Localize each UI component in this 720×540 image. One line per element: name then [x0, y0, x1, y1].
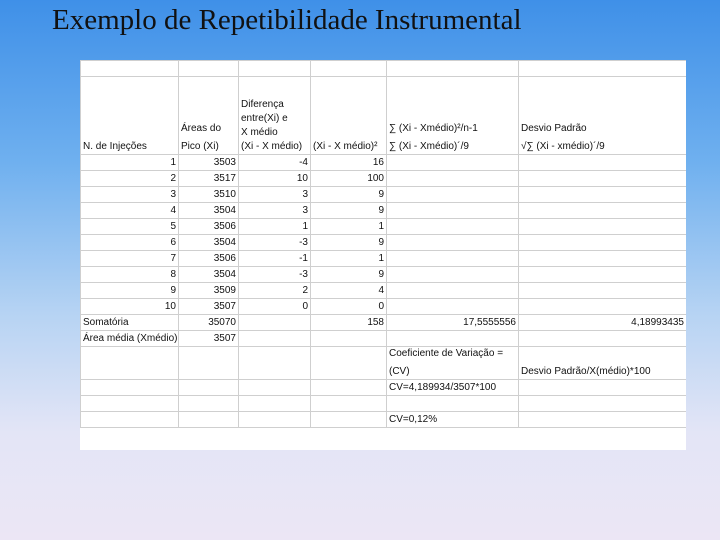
peak-area: 3510: [179, 187, 239, 203]
cv-result: CV=0,12%: [387, 412, 519, 428]
peak-area: 3517: [179, 171, 239, 187]
peak-area: 3507: [179, 299, 239, 315]
sum-row: [81, 315, 687, 331]
difference: -4: [239, 155, 311, 171]
difference: 3: [239, 203, 311, 219]
table-row: [81, 61, 687, 77]
mean-area: 3507: [179, 331, 239, 347]
sum-squared: 158: [311, 315, 387, 331]
table-row: [81, 396, 687, 412]
header-difference: Diferença entre(Xi) e X médio (Xi - X médio): [239, 77, 311, 155]
injection-number: 5: [81, 219, 179, 235]
injection-number: 2: [81, 171, 179, 187]
header-squared: (Xi - X médio)²: [311, 77, 387, 155]
injection-number: 6: [81, 235, 179, 251]
peak-area: 3506: [179, 219, 239, 235]
table-row: [81, 171, 687, 187]
peak-area: 3506: [179, 251, 239, 267]
peak-area: 3504: [179, 267, 239, 283]
squared-difference: 16: [311, 155, 387, 171]
spreadsheet: [80, 60, 686, 450]
injection-number: 8: [81, 267, 179, 283]
coefficient-row: [81, 347, 687, 380]
variance-value: 17,5555556: [387, 315, 519, 331]
squared-difference: 1: [311, 251, 387, 267]
peak-area: 3504: [179, 235, 239, 251]
sum-label: Somatória: [81, 315, 179, 331]
injection-number: 10: [81, 299, 179, 315]
difference: -3: [239, 235, 311, 251]
sum-area: 35070: [179, 315, 239, 331]
table-header-row: [81, 77, 687, 155]
mean-label: Área média (Xmédio): [81, 331, 179, 347]
injection-number: 4: [81, 203, 179, 219]
data-table: [80, 60, 686, 428]
injection-number: 7: [81, 251, 179, 267]
difference: 2: [239, 283, 311, 299]
difference: -1: [239, 251, 311, 267]
cv-result-row: [81, 412, 687, 428]
squared-difference: 9: [311, 203, 387, 219]
table-row: [81, 267, 687, 283]
injection-number: 3: [81, 187, 179, 203]
peak-area: 3503: [179, 155, 239, 171]
difference: 10: [239, 171, 311, 187]
difference: 0: [239, 299, 311, 315]
table-row: [81, 235, 687, 251]
header-injections: N. de Injeções: [81, 77, 179, 155]
injection-number: 9: [81, 283, 179, 299]
squared-difference: 0: [311, 299, 387, 315]
squared-difference: 100: [311, 171, 387, 187]
cv-calculation: CV=4,189934/3507*100: [387, 380, 519, 396]
squared-difference: 9: [311, 187, 387, 203]
table-row: [81, 283, 687, 299]
squared-difference: 1: [311, 219, 387, 235]
slide-title: Exemplo de Repetibilidade Instrumental: [52, 4, 522, 36]
squared-difference: 9: [311, 267, 387, 283]
coefficient-formula: Desvio Padrão/X(médio)*100: [519, 347, 687, 380]
table-row: [81, 251, 687, 267]
header-variance: ∑ (Xi - Xmédio)²/n-1 ∑ (Xi - Xmédio)´/9: [387, 77, 519, 155]
header-areas: Áreas do Pico (Xi): [179, 77, 239, 155]
squared-difference: 4: [311, 283, 387, 299]
table-row: [81, 203, 687, 219]
cv-calc-row: [81, 380, 687, 396]
difference: 1: [239, 219, 311, 235]
difference: 3: [239, 187, 311, 203]
table-row: [81, 155, 687, 171]
mean-row: [81, 331, 687, 347]
injection-number: 1: [81, 155, 179, 171]
difference: -3: [239, 267, 311, 283]
peak-area: 3504: [179, 203, 239, 219]
table-row: [81, 299, 687, 315]
header-stdev: Desvio Padrão √∑ (Xi - xmédio)´/9: [519, 77, 687, 155]
squared-difference: 9: [311, 235, 387, 251]
table-row: [81, 187, 687, 203]
peak-area: 3509: [179, 283, 239, 299]
table-row: [81, 219, 687, 235]
stdev-value: 4,18993435: [519, 315, 687, 331]
coefficient-label: Coeficiente de Variação = (CV): [387, 347, 519, 380]
